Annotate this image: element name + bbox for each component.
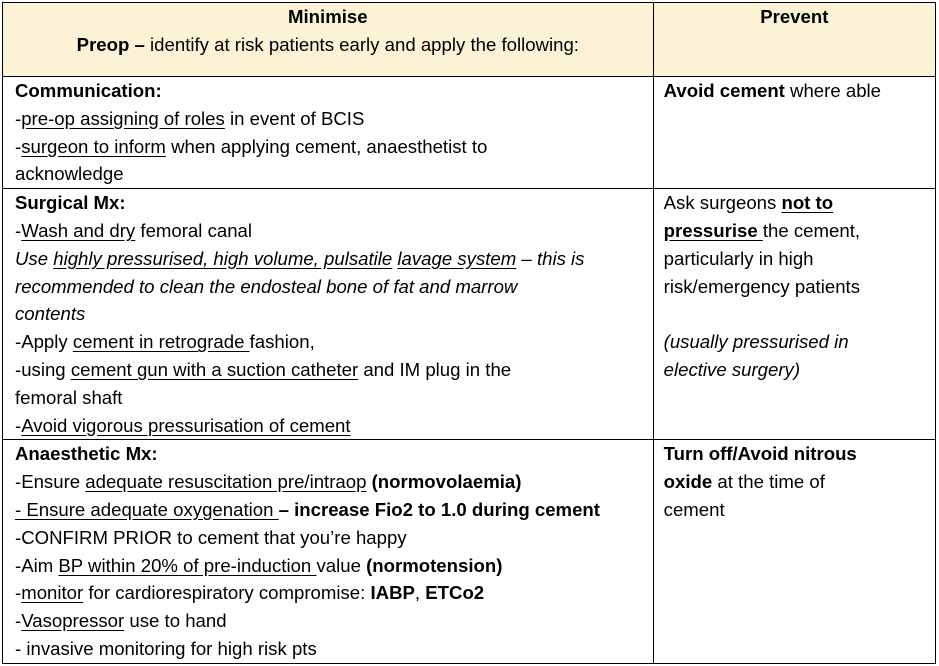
anaesthetic-prevent-line-2: oxide at the time of (663, 471, 825, 493)
surgical-line-3: recommended to clean the endosteal bone of fat and marrow (15, 275, 518, 297)
communication-row (3, 77, 936, 189)
surgical-prevent-line-1: Ask surgeons not to (663, 192, 834, 214)
communication-line-1: -pre-op assigning of roles in event of BCIS (15, 107, 365, 129)
surgical-line-8: -Avoid vigorous pressurisation of cement (15, 414, 351, 436)
surgical-prevent-line-5: (usually pressurised in (663, 331, 849, 353)
anaesthetic-minimise (3, 440, 654, 663)
communication-prevent (653, 77, 935, 189)
preop-text: identify at risk patients early and apply the following: (144, 33, 579, 55)
surgical-prevent-line-3: particularly in high (663, 247, 814, 269)
anaesthetic-line-5: -monitor for cardiorespiratory compromise: IABP, ETCo2 (15, 582, 485, 604)
preop-line (13, 31, 643, 59)
minimise-header (3, 3, 654, 77)
preop-label: Preop – (76, 33, 145, 55)
communication-line-3: acknowledge (15, 163, 124, 185)
communication-line-2: -surgeon to inform when applying cement, anaesthetist to (15, 135, 488, 157)
surgical-line-5: -Apply cement in retrograde fashion, (15, 331, 315, 353)
anaesthetic-prevent-line-3: cement (663, 498, 725, 520)
surgical-prevent-line-2: pressurise the cement, (663, 219, 861, 241)
spacer (664, 300, 925, 328)
anaesthetic-line-4: -Aim BP within 20% of pre-induction value (normotension) (15, 554, 503, 576)
surgical-row (3, 189, 936, 440)
communication-prevent-line: Avoid cement where able (663, 80, 882, 101)
surgical-title: Surgical Mx: (15, 192, 126, 214)
surgical-prevent-line-6: elective surgery) (663, 358, 801, 380)
surgical-minimise (3, 189, 654, 440)
anaesthetic-row (3, 440, 936, 663)
anaesthetic-line-7: - invasive monitoring for high risk pts (15, 637, 317, 659)
surgical-prevent-line-4: risk/emergency patients (663, 275, 860, 297)
surgical-line-6: -using cement gun with a suction catheter and IM plug in the (15, 358, 512, 380)
header-row (3, 3, 936, 77)
minimise-title: Minimise (288, 6, 368, 27)
anaesthetic-prevent-line-1: Turn off/Avoid nitrous (663, 443, 857, 465)
anaesthetic-line-6: -Vasopressor use to hand (15, 610, 227, 632)
anaesthetic-line-2: - Ensure adequate oxygenation – increase Fio2 to 1.0 during cement (15, 498, 600, 520)
anaesthetic-line-3: -CONFIRM PRIOR to cement that you’re happy (15, 526, 407, 548)
prevent-header (653, 3, 935, 77)
communication-title: Communication: (15, 80, 162, 101)
bcis-table (2, 2, 936, 664)
prevent-title: Prevent (760, 6, 829, 27)
anaesthetic-prevent (653, 440, 935, 663)
surgical-line-7: femoral shaft (15, 386, 123, 408)
surgical-line-1: -Wash and dry femoral canal (15, 219, 253, 241)
surgical-line-2: Use highly pressurised, high volume, pulsatile lavage system – this is (15, 247, 585, 269)
communication-minimise (3, 77, 654, 189)
surgical-prevent (653, 189, 935, 440)
anaesthetic-title: Anaesthetic Mx: (15, 443, 158, 465)
anaesthetic-line-1: -Ensure adequate resuscitation pre/intraop (normovolaemia) (15, 471, 522, 493)
surgical-line-4: contents (15, 303, 86, 325)
